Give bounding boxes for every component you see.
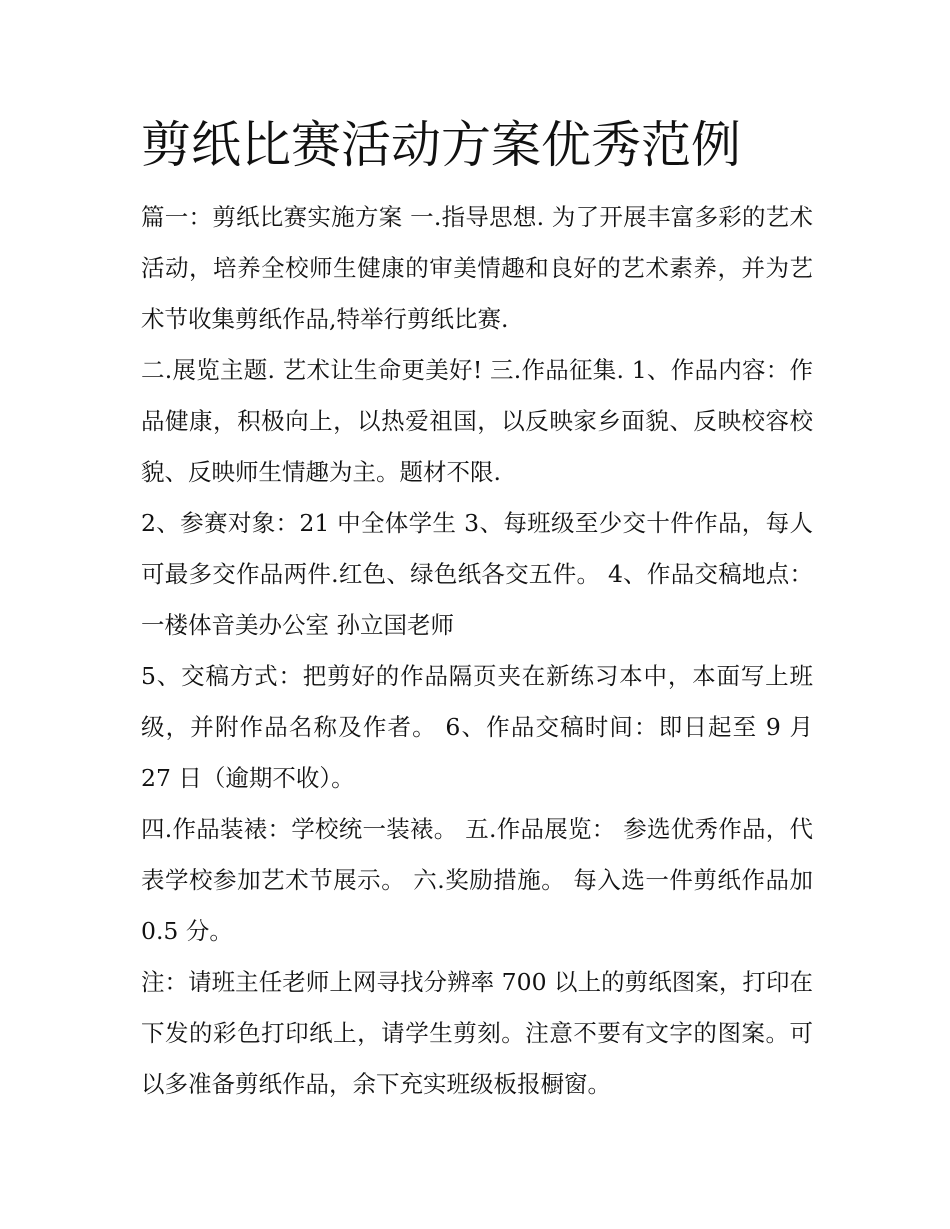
document-page <box>141 112 813 1110</box>
paragraph-4: 5、交稿方式：把剪好的作品隔页夹在新练习本中，本面写上班级，并附作品名称及作者。 6、作品交稿时间：即日起至 9 月 27 日（逾期不收）。 <box>141 662 813 792</box>
paragraph-5: 四.作品装裱：学校统一装裱。 五.作品展览： 参选优秀作品，代表学校参加艺术节展示。 六.奖励措施。 每入选一件剪纸作品加 0.5 分。 <box>141 815 813 945</box>
paragraph-2: 二.展览主题. 艺术让生命更美好! 三.作品征集. 1、作品内容：作品健康，积极向上，以热爱祖国，以反映家乡面貌、反映校容校貌、反映师生情趣为主。题材不限. <box>141 356 813 486</box>
paragraph-1: 篇一：剪纸比赛实施方案 一.指导思想. 为了开展丰富多彩的艺术活动，培养全校师生健康的审美情趣和良好的艺术素养，并为艺术节收集剪纸作品,特举行剪纸比赛. <box>141 203 813 333</box>
paragraph-3: 2、参赛对象：21 中全体学生 3、每班级至少交十件作品，每人可最多交作品两件.红色、绿色纸各交五件。 4、作品交稿地点：一楼体音美办公室 孙立国老师 <box>141 509 813 639</box>
document-title: 剪纸比赛活动方案优秀范例 <box>141 116 741 174</box>
paragraph-6: 注：请班主任老师上网寻找分辨率 700 以上的剪纸图案，打印在下发的彩色打印纸上，请学生剪刻。注意不要有文字的图案。可以多准备剪纸作品，余下充实班级板报橱窗。 <box>141 968 813 1098</box>
